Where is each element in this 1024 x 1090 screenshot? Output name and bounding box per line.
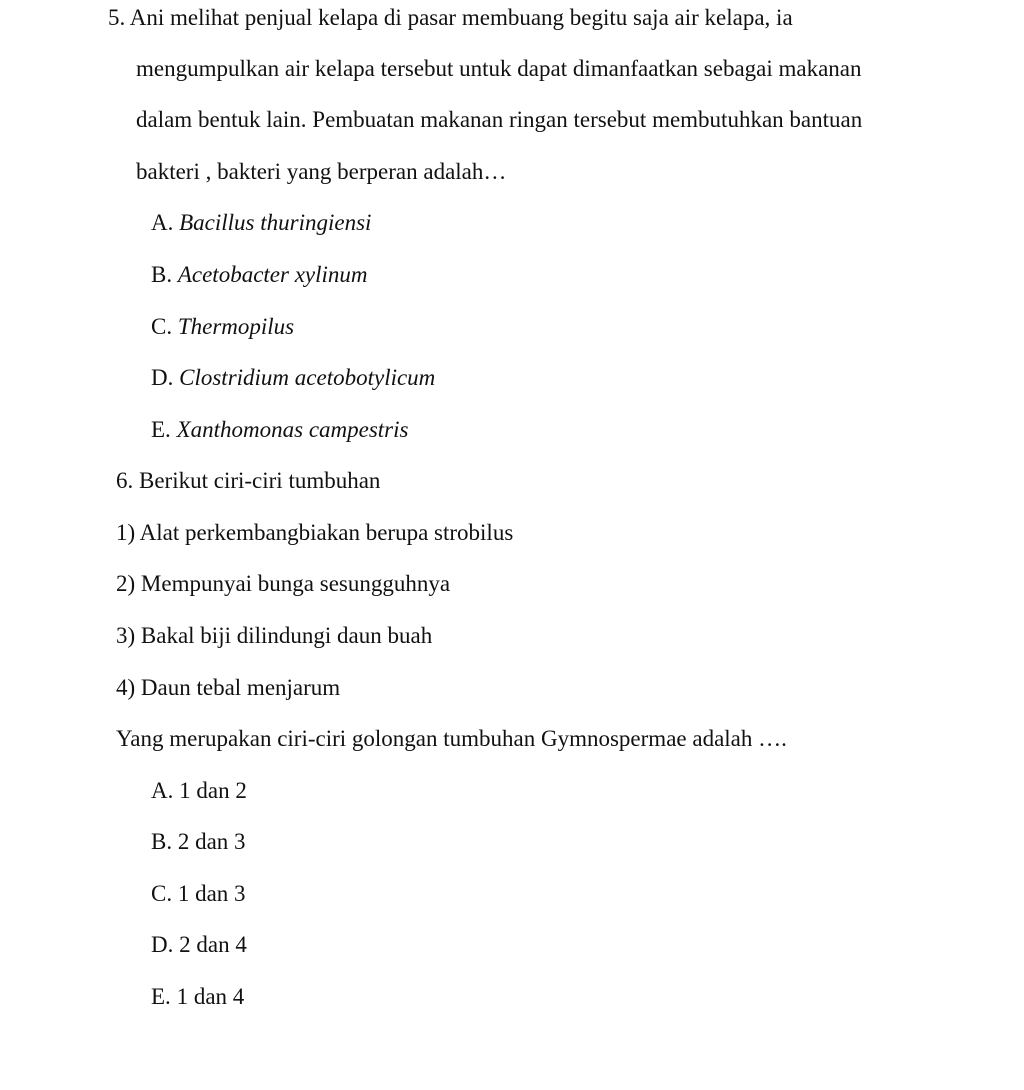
question-6-option-e <box>151 983 244 1011</box>
question-5-line-1 <box>108 4 793 32</box>
option-letter: E. <box>151 417 171 442</box>
option-letter: A. <box>151 210 174 235</box>
option-text: 1 dan 3 <box>177 881 246 906</box>
question-6-stem: 6. Berikut ciri-ciri tumbuhan <box>116 468 381 493</box>
option-text: 2 dan 4 <box>179 932 247 957</box>
question-6-prompt: Yang merupakan ciri-ciri golongan tumbuhan Gymnospermae adalah …. <box>116 726 787 751</box>
question-6-option-b <box>151 828 246 856</box>
question-6-option-c <box>151 880 246 908</box>
question-5-option-a <box>151 209 371 237</box>
option-letter: B. <box>151 262 173 287</box>
option-text: Clostridium acetobotylicum <box>179 365 436 390</box>
question-5-option-b <box>151 261 368 289</box>
option-text: 1 dan 4 <box>176 984 245 1009</box>
option-letter: C. <box>151 314 173 339</box>
option-text: 1 dan 2 <box>179 778 247 803</box>
question-6-option-a <box>151 777 247 805</box>
question-5-option-c <box>151 313 294 341</box>
question-5-option-d <box>151 364 435 392</box>
option-letter: D. <box>151 365 174 390</box>
option-text: 2 dan 3 <box>177 829 246 854</box>
option-text: Thermopilus <box>177 314 295 339</box>
question-6-statement-4: 4) Daun tebal menjarum <box>116 675 341 700</box>
question-6-statement-3: 3) Bakal biji dilindungi daun buah <box>116 623 433 648</box>
question-6-statement-2: 2) Mempunyai bunga sesungguhnya <box>116 571 451 596</box>
question-5-option-e <box>151 416 408 444</box>
question-5-text-1: Ani melihat penjual kelapa di pasar membuang begitu saja air kelapa, ia <box>129 5 793 30</box>
question-6-statement-1: 1) Alat perkembangbiakan berupa strobilus <box>116 520 514 545</box>
option-letter: E. <box>151 984 171 1009</box>
option-letter: D. <box>151 932 174 957</box>
option-text: Bacillus thuringiensi <box>179 210 372 235</box>
option-letter: C. <box>151 881 173 906</box>
question-5-line-3: dalam bentuk lain. Pembuatan makanan ringan tersebut membutuhkan bantuan <box>136 107 863 132</box>
question-5-line-4: bakteri , bakteri yang berperan adalah… <box>136 159 507 184</box>
question-6-option-d <box>151 931 247 959</box>
option-letter: A. <box>151 778 174 803</box>
question-5-line-2: mengumpulkan air kelapa tersebut untuk dapat dimanfaatkan sebagai makanan <box>136 56 862 81</box>
question-5-number: 5. <box>108 5 126 30</box>
option-letter: B. <box>151 829 173 854</box>
option-text: Xanthomonas campestris <box>176 417 409 442</box>
option-text: Acetobacter xylinum <box>177 262 368 287</box>
